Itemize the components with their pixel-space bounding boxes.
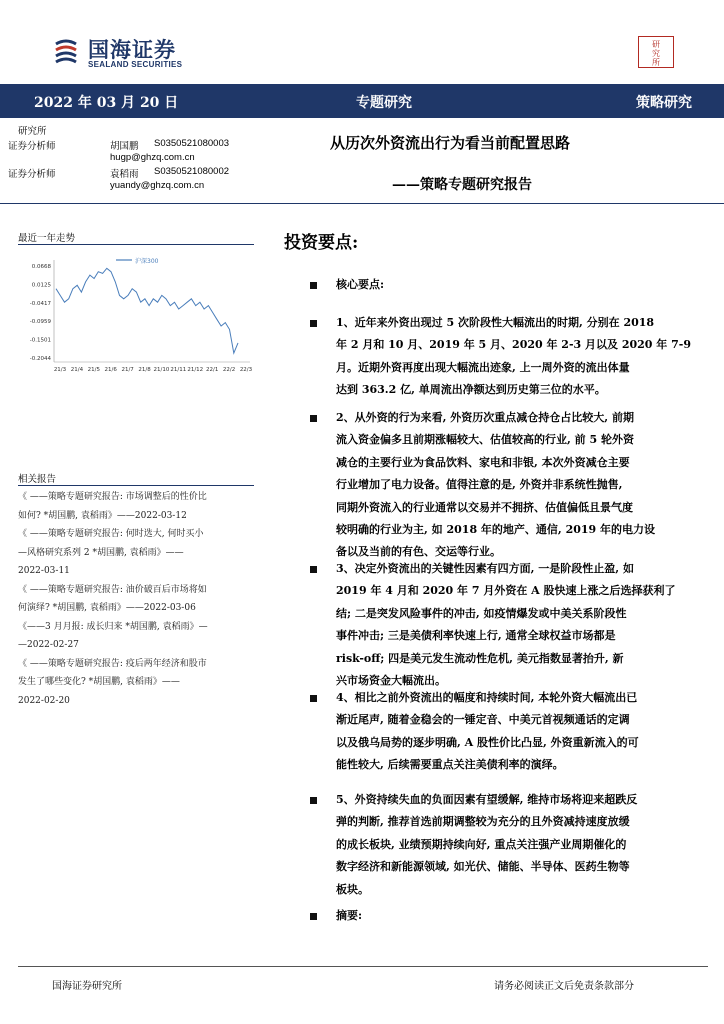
bullet-icon	[310, 566, 317, 573]
x-tick-label: 21/8	[138, 367, 151, 373]
bullet-icon	[310, 320, 317, 327]
paragraph-5: 5、外资持续失血的负面因素有望缓解, 维持市场将迎来超跌反 弹的判断, 推荐首选前期调整较为充分的且外资减持速度放缓 的成长板块, 业绩预期持续向好, 重点关注强产业周期催化的 数字经济和新能源领域, 如光伏、储能、半导体、医药生物等 板块。	[336, 793, 638, 896]
analyst-role: 证券分析师	[8, 141, 56, 152]
sealand-logo-icon	[52, 36, 80, 64]
footer-right: 请务必阅读正文后免责条款部分	[494, 981, 634, 992]
y-tick-label: 0.0125	[31, 282, 51, 289]
x-tick-label: 22/1	[206, 367, 219, 373]
summary-label: 摘要:	[336, 909, 363, 922]
bullet-icon	[310, 695, 317, 702]
x-tick-label: 22/2	[222, 367, 236, 373]
analyst-code: S0350521080002	[154, 166, 230, 177]
paragraph-3: 3、决定外资流出的关键性因素有四方面, 一是阶段性止盈, 如 2019 年 4 月和 2020 年 7 月外资在 A 股快速上涨之后选择获利了 结; 二是突发风险事件的冲击, 如疫情爆发或中美关系阶段性 事件冲击; 三是美债利率快速上行, 通常全球权益市场都是 risk-off; 四是美元发生流动性危机, 美元指数显著抬升, 新 兴市场资金大幅流出。	[336, 562, 676, 688]
bullet-icon	[310, 415, 317, 422]
core-label: 核心要点:	[336, 278, 385, 291]
x-tick-label: 21/11	[170, 367, 187, 373]
legend-label: 沪深300	[135, 258, 159, 265]
bullet-icon	[310, 913, 317, 920]
divider	[0, 203, 724, 204]
research-stamp: 研 究 所	[638, 36, 674, 68]
analyst-name: 袁稻雨	[110, 169, 139, 180]
x-tick-label: 21/6	[104, 367, 117, 373]
related-line[interactable]: 《——3 月月报: 成长归来 *胡国鹏, 袁稻雨》—	[18, 621, 208, 632]
footer-left: 国海证券研究所	[52, 981, 122, 992]
report-category: 策略研究	[636, 95, 692, 111]
analyst-name: 胡国鹏	[110, 141, 139, 152]
paragraph-2: 2、从外资的行为来看, 外资历次重点减仓持仓占比较大, 前期 流入资金偏多且前期涨幅较大、估值较高的行业, 前 5 轮外资 减仓的主要行业为食品饮料、家电和非银, 本次外资减仓主要 行业增加了电力设备。值得注意的是, 外资并非系统性抛售, 同期外资流入的行业通常以交易并不拥挤、估值偏低且景气度 较明确的行业为主, 如 2018 年的地产、通信, 2019 年的电力设 备以及当前的有色、交运等行业。	[336, 411, 656, 559]
analyst-code: S0350521080003	[154, 138, 230, 149]
bullet-icon	[310, 797, 317, 804]
related-line[interactable]: 《 ——策略专题研究报告: 油价破百后市场将如	[18, 584, 207, 595]
x-tick-label: 21/10	[153, 367, 170, 373]
related-line[interactable]: 发生了哪些变化? *胡国鹏, 袁稻雨》——	[18, 677, 180, 687]
dept-label: 研究所	[18, 126, 47, 137]
footer-divider	[18, 966, 708, 967]
report-title: 从历次外资流出行为看当前配置思路	[330, 134, 571, 152]
divider	[18, 485, 254, 486]
x-tick-label: 21/4	[70, 367, 84, 373]
related-reports	[18, 488, 268, 710]
x-tick-label: 21/5	[87, 367, 100, 373]
paragraph-1: 1、近年来外资出现过 5 次阶段性大幅流出的时期, 分别在 2018 年 2 月和 10 月、2019 年 5 月、2020 年 2-3 月以及 2020 年 7-9 月。近期外资再度出现大幅流出迹象, 上一周外资的流出体量 达到 363.2 亿, 单周流出净额达到历史第三位的水平。	[336, 316, 691, 397]
company-name-en: SEALAND SECURITIES	[88, 60, 183, 69]
y-tick-label: 0.0668	[31, 264, 51, 270]
report-type: 专题研究	[356, 95, 412, 111]
related-line[interactable]: 2022-02-20	[18, 695, 70, 706]
section-title: 投资要点:	[284, 233, 359, 253]
divider	[18, 244, 254, 245]
bullet-icon	[310, 282, 317, 289]
related-line[interactable]: 《 ——策略专题研究报告: 何时选大, 何时买小	[18, 529, 204, 539]
series-line-hs300	[56, 268, 238, 353]
related-line[interactable]: —2022-02-27	[18, 640, 79, 650]
related-line[interactable]: —风格研究系列 2 *胡国鹏, 袁稻雨》——	[18, 547, 184, 558]
y-tick-label: -0.0959	[29, 319, 51, 326]
y-tick-label: -0.2044	[29, 356, 51, 362]
x-tick-label: 21/12	[187, 367, 204, 373]
related-line[interactable]: 《 ——策略专题研究报告: 疫后两年经济和股市	[18, 658, 207, 669]
x-tick-label: 22/3	[239, 367, 253, 373]
report-subtitle: ——策略专题研究报告	[392, 177, 532, 193]
x-tick-label: 21/3	[53, 367, 67, 373]
x-tick-label: 21/7	[121, 367, 134, 373]
y-tick-label: -0.1501	[29, 337, 51, 344]
related-line[interactable]: 如何? *胡国鹏, 袁稻雨》——2022-03-12	[18, 510, 187, 521]
y-tick-label: -0.0417	[29, 300, 51, 307]
trend-chart	[18, 254, 254, 374]
analyst-role: 证券分析师	[8, 169, 56, 180]
paragraph-4: 4、相比之前外资流出的幅度和持续时间, 本轮外资大幅流出已 渐近尾声, 随着金稳会的一锤定音、中美元首视频通话的定调 以及俄乌局势的逐步明确, A 股性价比凸显, 外资重新流入的可 能性较大, 后续需要重点关注美债利率的演绎。	[336, 691, 639, 772]
related-line[interactable]: 《 ——策略专题研究报告: 市场调整后的性价比	[18, 492, 207, 502]
company-name-cn: 国海证券	[88, 38, 176, 62]
report-date: 2022 年 03 月 20 日	[34, 95, 179, 111]
analyst-email: hugp@ghzq.com.cn	[110, 152, 195, 163]
trend-title: 最近一年走势	[18, 233, 76, 244]
related-line[interactable]: 2022-03-11	[18, 566, 70, 576]
related-title: 相关报告	[18, 474, 57, 485]
related-line[interactable]: 何演绎? *胡国鹏, 袁稻雨》——2022-03-06	[18, 603, 196, 613]
analyst-email: yuandy@ghzq.com.cn	[110, 180, 205, 191]
